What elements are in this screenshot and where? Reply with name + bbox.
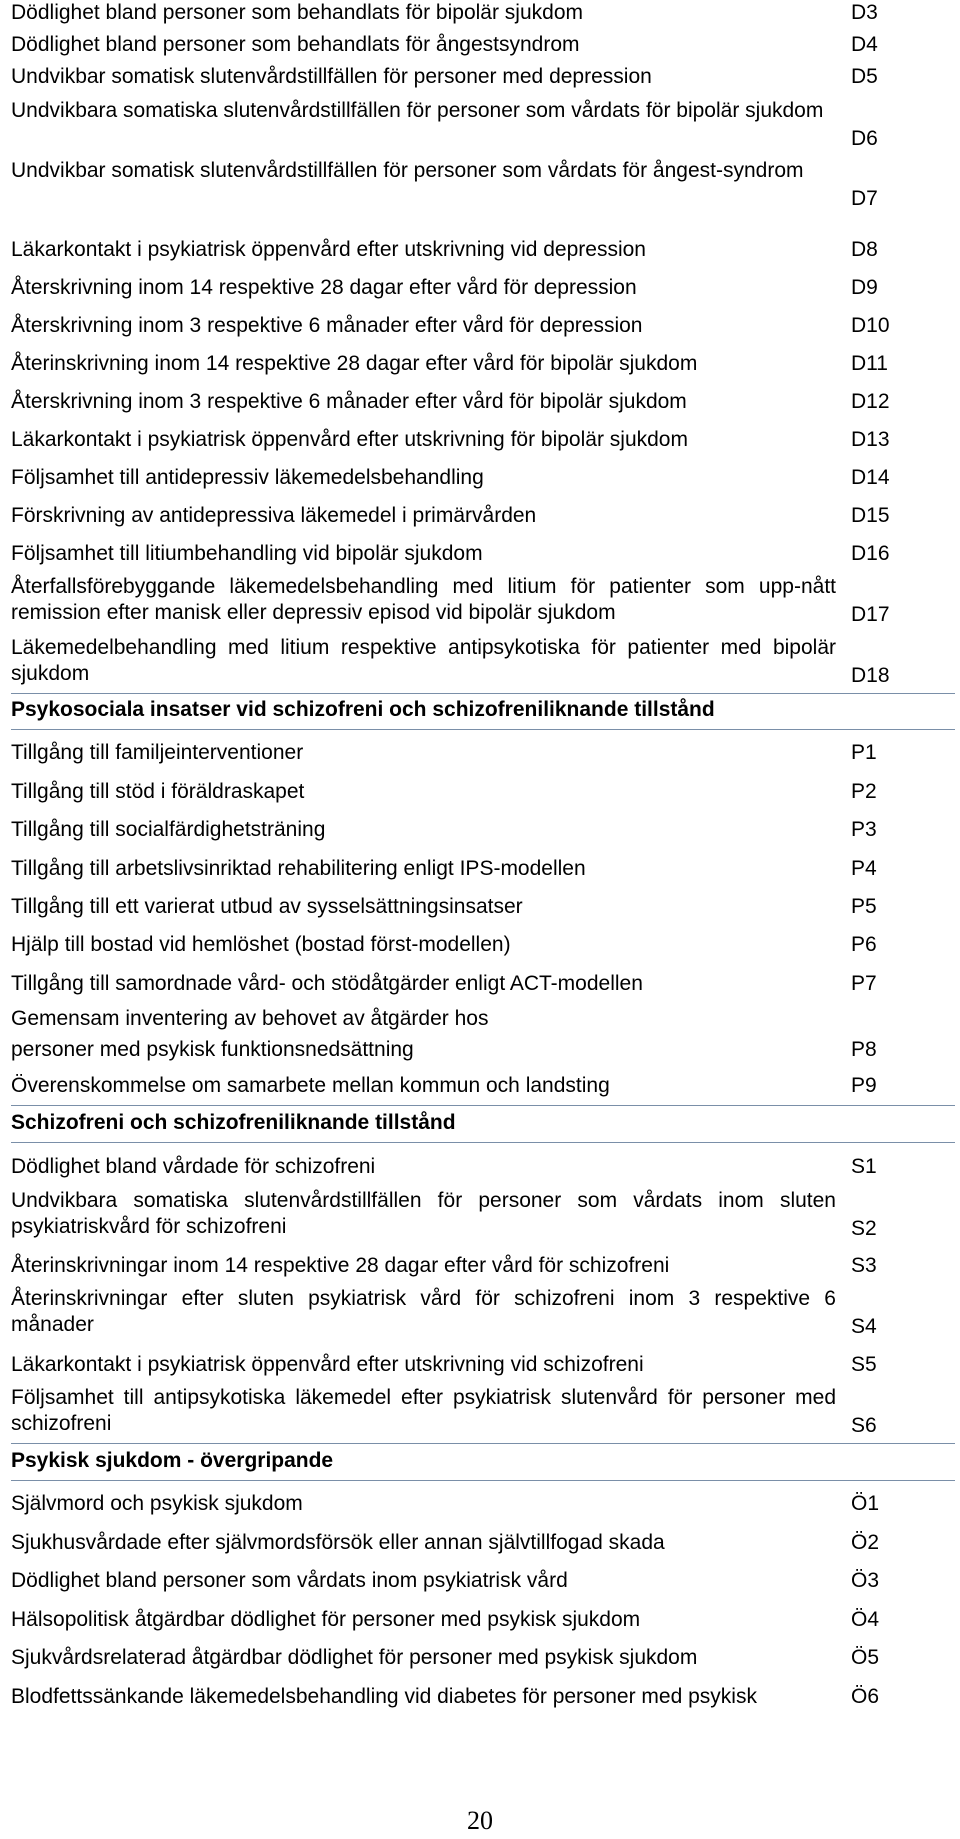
indicator-code: S3: [851, 1254, 877, 1277]
indicator-label: Dödlighet bland personer som behandlats för ångestsyndrom: [11, 33, 580, 56]
indicator-label: Läkemedelbehandling med litium respektive antipsykotiska för patienter med bipolär sjukdom: [11, 636, 836, 685]
section-title: Psykosociala insatser vid schizofreni och schizofreniliknande tillstånd: [11, 698, 715, 721]
indicator-code: Ö5: [851, 1646, 880, 1669]
indicator-code: D5: [851, 65, 878, 88]
indicator-code: D11: [851, 352, 888, 375]
section-divider: [11, 693, 955, 694]
indicator-label: Dödlighet bland personer som behandlats för bipolär sjukdom: [11, 1, 584, 24]
indicator-code: D3: [851, 1, 878, 24]
indicator-label: Självmord och psykisk sjukdom: [11, 1492, 303, 1515]
table-row: [11, 574, 955, 628]
indicator-label: Tillgång till arbetslivsinriktad rehabilitering enligt IPS-modellen: [11, 857, 586, 880]
table-row: [11, 275, 955, 301]
section-header: [11, 1448, 955, 1474]
table-row: [11, 541, 955, 567]
table-row: [11, 817, 955, 843]
indicator-label: Återinskrivningar efter sluten psykiatrisk vård för schizofreni inom 3 respektive 6 månader: [11, 1287, 836, 1336]
indicator-code: S4: [851, 1315, 877, 1338]
indicator-label: Återinskrivningar inom 14 respektive 28 dagar efter vård för schizofreni: [11, 1254, 670, 1277]
indicator-code: S2: [851, 1217, 877, 1240]
indicator-label: Dödlighet bland vårdade för schizofreni: [11, 1155, 376, 1178]
section-title: Schizofreni och schizofreniliknande tillstånd: [11, 1111, 456, 1134]
indicator-code: P2: [851, 780, 877, 803]
indicator-code: D6: [851, 127, 878, 150]
table-row: [11, 1491, 955, 1517]
indicator-label: Dödlighet bland personer som vårdats inom psykiatrisk vård: [11, 1569, 568, 1592]
table-row: [11, 313, 955, 339]
indicator-label: Blodfettssänkande läkemedelsbehandling vid diabetes för personer med psykisk: [11, 1685, 757, 1708]
table-row: [11, 971, 955, 997]
indicator-code: P1: [851, 741, 877, 764]
indicator-code: Ö4: [851, 1608, 880, 1631]
indicator-label: Tillgång till samordnade vård- och stödåtgärder enligt ACT-modellen: [11, 972, 643, 995]
indicator-code: D16: [851, 542, 890, 565]
indicator-code: D18: [851, 664, 890, 687]
indicator-label: Läkarkontakt i psykiatrisk öppenvård efter utskrivning vid depression: [11, 238, 646, 261]
indicator-code: Ö6: [851, 1685, 880, 1708]
indicator-code: P4: [851, 857, 877, 880]
indicator-code: D10: [851, 314, 890, 337]
table-row: [11, 1154, 955, 1180]
table-row: [11, 465, 955, 491]
indicator-code: D14: [851, 466, 890, 489]
indicator-code: P8: [851, 1038, 877, 1061]
indicator-label: Tillgång till socialfärdighetsträning: [11, 818, 326, 841]
indicator-code: D12: [851, 390, 890, 413]
table-row: [11, 635, 955, 689]
table-row: [11, 0, 955, 26]
table-row: [11, 856, 955, 882]
table-row: [11, 158, 955, 212]
section-divider: [11, 1443, 955, 1444]
section-header: [11, 697, 955, 723]
indicator-label: Följsamhet till litiumbehandling vid bipolär sjukdom: [11, 542, 483, 565]
table-row: [11, 389, 955, 415]
indicator-label: Tillgång till stöd i föräldraskapet: [11, 780, 305, 803]
indicator-label: Undvikbara somatiska slutenvårdstillfällen för personer som vårdats för bipolär sjukdom: [11, 99, 824, 122]
table-row: [11, 64, 955, 90]
indicator-label: Undvikbar somatisk slutenvårdstillfällen för personer som vårdats för ångest-syndrom: [11, 159, 804, 182]
indicator-label: Undvikbara somatiska slutenvårdstillfällen för personer som vårdats inom sluten psykiatriskvård för schizofreni: [11, 1189, 836, 1238]
table-row: [11, 1286, 955, 1340]
indicator-code: Ö3: [851, 1569, 880, 1592]
table-row: [11, 1607, 955, 1633]
indicator-label: Gemensam inventering av behovet av åtgärder hos personer med psykisk funktionsnedsättning: [11, 1007, 489, 1061]
indicator-label: Sjukvårdsrelaterad åtgärdbar dödlighet för personer med psykisk sjukdom: [11, 1646, 698, 1669]
table-row: [11, 427, 955, 453]
indicator-label: Återfallsförebyggande läkemedelsbehandling med litium för patienter som upp-nått remission efter manisk eller depressiv episod vid bipolär sjukdom: [11, 575, 836, 624]
table-row: [11, 98, 955, 152]
table-row: [11, 779, 955, 805]
table-row: [11, 1352, 955, 1378]
table-row: [11, 740, 955, 766]
table-row: [11, 1530, 955, 1556]
table-row: [11, 32, 955, 58]
indicator-label: Följsamhet till antidepressiv läkemedelsbehandling: [11, 466, 484, 489]
indicator-code: D15: [851, 504, 890, 527]
indicator-label: Läkarkontakt i psykiatrisk öppenvård efter utskrivning vid schizofreni: [11, 1353, 644, 1376]
indicator-label: Förskrivning av antidepressiva läkemedel i primärvården: [11, 504, 537, 527]
indicator-code: D17: [851, 603, 890, 626]
table-row: [11, 237, 955, 263]
indicator-label: Följsamhet till antipsykotiska läkemedel efter psykiatrisk slutenvård för personer med schizofreni: [11, 1386, 836, 1435]
indicator-code: P3: [851, 818, 877, 841]
table-row: [11, 1073, 955, 1099]
indicator-code: S5: [851, 1353, 877, 1376]
indicator-code: P6: [851, 933, 877, 956]
indicator-code: D7: [851, 187, 878, 210]
section-divider: [11, 1105, 955, 1106]
table-row: [11, 503, 955, 529]
indicator-label: Sjukhusvårdade efter självmordsförsök eller annan självtillfogad skada: [11, 1531, 665, 1554]
section-divider: [11, 729, 955, 730]
table-row: [11, 1003, 955, 1063]
indicator-code: S6: [851, 1414, 877, 1437]
indicator-label: Undvikbar somatisk slutenvårdstillfällen för personer med depression: [11, 65, 652, 88]
indicator-code: Ö2: [851, 1531, 880, 1554]
indicator-code: D13: [851, 428, 890, 451]
page-number: 20: [467, 1806, 493, 1835]
indicator-label: Överenskommelse om samarbete mellan kommun och landsting: [11, 1074, 610, 1097]
table-row: [11, 1385, 955, 1439]
indicator-code: D9: [851, 276, 878, 299]
table-row: [11, 1684, 955, 1710]
indicator-label: Läkarkontakt i psykiatrisk öppenvård efter utskrivning för bipolär sjukdom: [11, 428, 688, 451]
indicator-label: Återskrivning inom 3 respektive 6 månader efter vård för bipolär sjukdom: [11, 390, 687, 413]
indicator-code: P7: [851, 972, 877, 995]
section-divider: [11, 1480, 955, 1481]
indicator-code: P5: [851, 895, 877, 918]
indicator-label: Hjälp till bostad vid hemlöshet (bostad först-modellen): [11, 933, 511, 956]
indicator-code: S1: [851, 1155, 877, 1178]
section-header: [11, 1110, 955, 1136]
indicator-label: Återskrivning inom 14 respektive 28 dagar efter vård för depression: [11, 276, 637, 299]
indicator-code: D8: [851, 238, 878, 261]
indicator-label: Tillgång till ett varierat utbud av sysselsättningsinsatser: [11, 895, 523, 918]
table-row: [11, 1253, 955, 1279]
section-divider: [11, 1142, 955, 1143]
indicator-label: Tillgång till familjeinterventioner: [11, 741, 304, 764]
table-row: [11, 1645, 955, 1671]
table-row: [11, 932, 955, 958]
table-row: [11, 894, 955, 920]
table-row: [11, 351, 955, 377]
indicator-code: P9: [851, 1074, 877, 1097]
indicator-code: Ö1: [851, 1492, 880, 1515]
section-title: Psykisk sjukdom - övergripande: [11, 1449, 334, 1472]
indicator-label: Hälsopolitisk åtgärdbar dödlighet för personer med psykisk sjukdom: [11, 1608, 641, 1631]
indicator-code: D4: [851, 33, 878, 56]
table-row: [11, 1188, 955, 1242]
indicator-label: Återskrivning inom 3 respektive 6 månader efter vård för depression: [11, 314, 643, 337]
table-row: [11, 1568, 955, 1594]
indicator-label: Återinskrivning inom 14 respektive 28 dagar efter vård för bipolär sjukdom: [11, 352, 698, 375]
